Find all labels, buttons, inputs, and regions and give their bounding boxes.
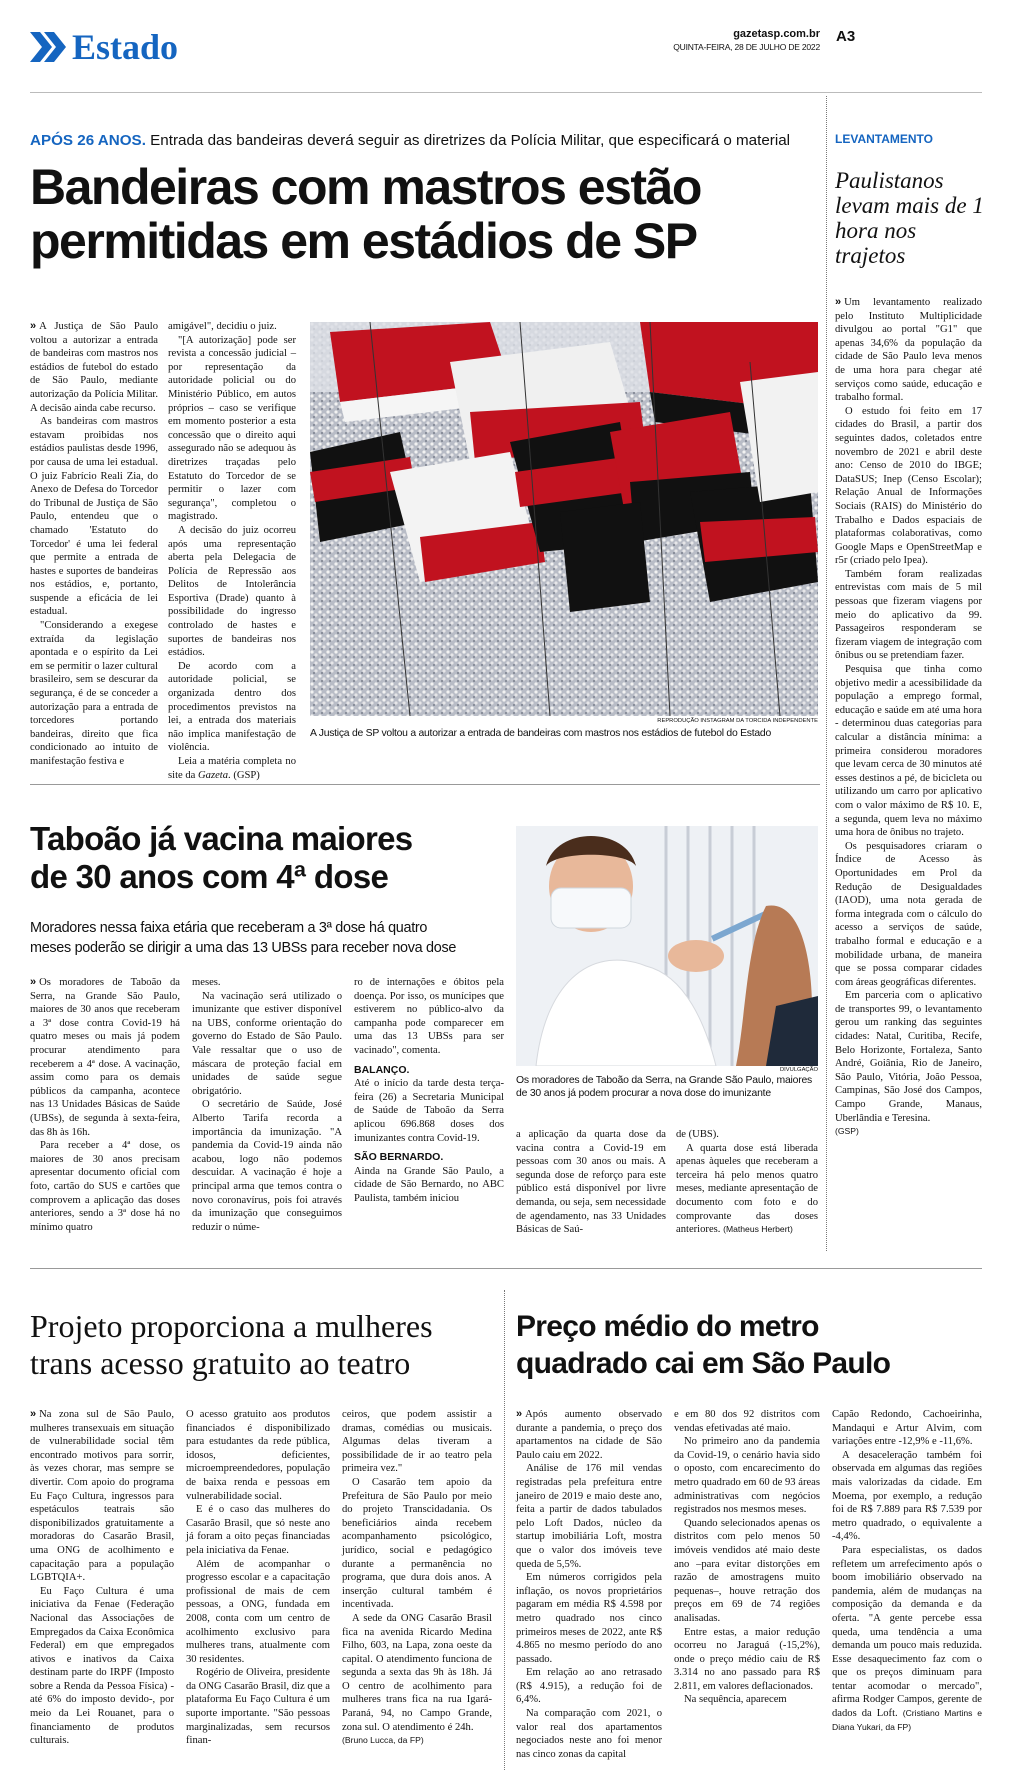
read-more-link[interactable]: Gazeta: [198, 769, 229, 781]
chevron-icon: »: [835, 296, 842, 308]
kicker-text: Entrada das bandeiras deverá seguir as diretrizes da Polícia Militar, que especificará o material: [150, 132, 791, 149]
article1-col1: » A Justiça de São Paulo voltou a autorizar a entrada de bandeiras com mastros nos estádios de futebol do estado de São Paulo, mediante autorização da Polícia Militar. A decisão ainda cabe recurso. As bandeiras com mastros estavam proibidas nos estádios paulistas desde 1996, por causa de uma lei estadual. O juiz Fabrício Reali Zia, do Anexo de Defesa do Torcedor do Tribunal de Justiça de São Paulo, entendeu que o chamado 'Estatuto do Torcedor' é uma lei federal que permite a entrada de hastes e suportes de bandeiras nos estádios, e, portanto, suspende a eficácia de lei estadual. "Considerando a exegese extraída da legislação apontada e o espírito da Lei em se permitir o lazer cultural brasileiro, sem se descurar da segurança, é de se conceder a autorização para a entrada de torcedores portando bandeiras, direito que fica condicionado ao intuito de manifestação festiva e: [30, 320, 158, 767]
article2-col4: a aplicação da quarta dose da vacina contra a Covid-19 em pessoas com 30 anos ou mais. A segunda dose de reforço para este público está disponível por livre demanda, ou seja, sem necessidade de agendamento, nas 33 Unidades Básicas de Saú-: [516, 1129, 666, 1236]
read-more: Leia a matéria completa no site da Gazeta. (GSP): [168, 756, 296, 781]
photo2-credit: DIVULGAÇÃO: [779, 1067, 818, 1073]
section-header: [30, 28, 280, 68]
issue-date: QUINTA-FEIRA, 28 DE JULHO DE 2022: [673, 42, 820, 52]
article2-col3: ro de internações e óbitos pela doença. Por isso, os munícipes que estiverem no público-alvo da campanha pode comparecer em uma das 13 UBSs para ser vacinado", comenta. BALANÇO. Até o início da tarde desta terça-feira (26) a Secretaria Municipal de Saúde de Taboão da Serra aplicou 696.868 doses dos imunizantes contra Covid-19. SÃO BERNARDO. Ainda na Grande São Paulo, a cidade de São Bernardo, no ABC Paulista, também iniciou: [354, 977, 504, 1204]
stadium-flags-photo: [310, 322, 818, 716]
sidebar-kicker: LEVANTAMENTO: [835, 132, 933, 146]
kicker-label: APÓS 26 ANOS.: [30, 132, 146, 149]
photo2-caption: Os moradores de Taboão da Serra, na Grande São Paulo, maiores de 30 anos já podem procurar a nova dose do imunizante: [516, 1075, 813, 1099]
sidebar-divider: [826, 96, 827, 1251]
article1-kicker: [30, 132, 820, 149]
photo1-credit: REPRODUÇÃO INSTAGRAM DA TORCIDA INDEPENDENTE: [657, 718, 818, 724]
flags-illustration: [310, 322, 818, 716]
article1-headline: [30, 160, 830, 268]
article2-col5: de (UBS). A quarta dose está liberada apenas àqueles que receberam a terceira há pelo menos quatro meses, mediante apresentação de documento com foto e do comprovante das doses anteriores. (Matheus Herbert): [676, 1129, 818, 1236]
site-url: gazetasp.com.br: [733, 28, 820, 40]
article4-col3: Capão Redondo, Cachoeirinha, Mandaqui e Artur Alvim, com variações entre -12,9% e -11,6%. A desaceleração também foi observada em algumas das regiões mais valorizadas da cidade. Em Moema, por exemplo, a redução foi de R$ 7.889 para R$ 7.539 por metro quadrado, o equivalente a -4,4%. Para especialistas, os dados refletem um arrefecimento após o boom imobiliário observado na pandemia, além de mudanças na composição da demanda e da oferta. "A gente percebe essa queda, uma tendência a uma demanda um pouco mais reduzida. Esse desaquecimento faz com o que os preços diminuam para tentar acomodar o mercado", afirma Rodger Campos, gerente de dados da Loft. (Cristiano Martins e Diana Yukari, da FP): [832, 1408, 982, 1734]
article2-deck: Moradores nessa faixa etária que receberam a 3ª dose há quatro meses poderão se dirigir a uma das 13 UBSs para receber nova dose: [30, 920, 457, 956]
article4-headline: Preço médio do metro quadrado cai em São Paulo: [516, 1310, 891, 1380]
article2-headline: Taboão já vacina maiores de 30 anos com 4ª dose: [30, 820, 413, 895]
rule-1: [30, 784, 820, 785]
section-title: Estado: [72, 27, 179, 67]
article4-col2: e em 80 dos 92 distritos com vendas efetivadas até maio. No primeiro ano da pandemia da Covid-19, o cenário havia sido o oposto, com encarecimento do metro quadrado em 60 de 93 áreas administrativas com negócios registrados nos mesmos meses. Quando selecionados apenas os distritos com pelo menos 50 imóveis vendidos até maio deste ano –para evitar distorções em razão de amostragens muito pequenas–, houve retração dos preços em 69 de 74 regiões analisadas. Entre estas, a maior redução ocorreu no Jaraguá (-15,2%), onde o preço médio caiu de R$ 3.314 no ano passado para R$ 2.811, em valores deflacionados. Na sequência, aparecem: [674, 1409, 820, 1706]
price-last-para: Para especialistas, os dados refletem um arrefecimento após o boom imobiliário observado na pandemia, além de mudanças na composição da demanda e da oferta. "A gente percebe essa queda, uma tendência a uma demanda um pouco mais reduzida. Esse desaquecimento faz com o que os preços diminuam para tentar acomodar o mercado", afirma Rodger Campos, gerente de dados da Loft. (Cristiano Martins e Diana Yukari, da FP): [832, 1544, 983, 1732]
headline-line-1: Bandeiras com mastros estão: [30, 159, 701, 215]
photo1-caption: A Justiça de SP voltou a autorizar a entrada de bandeiras com mastros nos estádios de futebol do Estado: [310, 728, 771, 739]
article4-col1: » Após aumento observado durante a pandemia, o preço dos apartamentos na cidade de São Paulo caiu em 2022. Análise de 176 mil vendas registradas pela prefeitura entre janeiro de 2019 e maio deste ano, feita a partir de dados tabulados pelo Loft Dados, núcleo da startup imobiliária Loft, mostra que o valor dos imóveis teve queda de 5,5%. Em números corrigidos pela inflação, os novos proprietários pagaram em média R$ 4.598 por metro quadrado nos cinco primeiros meses de 2022, ante R$ 4.865 no mesmo período do ano passado. Em relação ao ano retrasado (R$ 4.915), a redução foi de 6,4%. Na comparação com 2021, o valor real dos apartamentos negociados neste ano foi menor nas cinco zonas da capital: [516, 1408, 662, 1760]
header-rule: [30, 92, 982, 93]
page-number: A3: [836, 28, 856, 45]
chevron-icon: »: [30, 976, 37, 988]
double-chevron-icon: [30, 32, 68, 62]
headline-line-2: permitidas em estádios de SP: [30, 213, 697, 269]
article2-col2: meses. Na vacinação será utilizado o imunizante que estiver disponível na UBS, conforme orientação do governo do Estado de São Paulo. Vale ressaltar que o uso de máscara de proteção facial em unidades de saúde segue obrigatório. O secretário de Saúde, José Alberto Tarifa recorda a importância da imunização. "A pandemia da Covid-19 ainda não acabou, logo não podemos descuidar. A vacinação é hoje a principal arma que temos contra o novo coronavírus, pois foi através da imunização que conseguimos reduzir o núme-: [192, 977, 342, 1233]
chevron-icon: »: [30, 1408, 37, 1420]
chevron-icon: »: [30, 320, 37, 332]
article3-col3: ceiros, que podem assistir a dramas, comédias ou musicais. Algumas delas tiveram a possibilidade de ir ao teatro pela primeira vez." O Casarão tem apoio da Prefeitura de São Paulo por meio do projeto Transcidadania. Os beneficiários ainda recebem acompanhamento psicológico, jurídico, social e pedagógico durante a permanência no programa, que dura dois anos. A inserção cultural também é incentivada. A sede da ONG Casarão Brasil fica na avenida Ricardo Medina Filho, 603, na Lapa, zona oeste da capital. O atendimento funciona de segunda a sexta das 9h às 18h. Já O centro de acolhimento para mulheres trans fica na rua Igará-Paraná, 94, no Campo Grande, zona sul. O atendimento é 24h. (Bruno Lucca, da FP): [342, 1409, 492, 1746]
article2-col1: » Os moradores de Taboão da Serra, na Grande São Paulo, maiores de 30 anos que receberam a 3ª dose contra Covid-19 há quatro meses ou mais já podem procurar atendimento para receberem a 4ª dose. A vacinação, assim como para os demais públicos da campanha, acontece nas 13 Unidades Básicas de Saúde (UBSs), de segunda à sexta-feira, das 8h às 16h. Para receber a 4ª dose, os maiores de 30 anos precisam apresentar documento oficial com foto, cartão do SUS e cartões que comprovem a aplicação das doses anteriores, sendo a 3ª dose há no mínimo quatro: [30, 976, 180, 1233]
vaccine-last-para: A quarta dose está liberada apenas àqueles que receberam a terceira há pelo menos quatro meses, mediante apresentação de documento com foto e do comprovante das doses anteriores. (Matheus Herbert): [676, 1142, 818, 1236]
article3-headline: Projeto proporciona a mulheres trans acesso gratuito ao teatro: [30, 1308, 433, 1381]
sidebar-body: » Um levantamento realizado pelo Instituto Multiplicidade divulgou ao portal "G1" que apenas 34,6% da população da cidade de São Paulo leva menos de uma hora para chegar até serviços como saúde, educação e trabalho formal. O estudo foi feito em 17 cidades do Brasil, a partir dos seguintes dados, coletados entre novembro de 2021 e abril deste ano: Censo de 2010 do IBGE; DataSUS; Inep (Censo Escolar); Relação Anual de Informações Sociais (RAIS) do Ministério do Trabalho e Dados espaciais de plataformas colaborativas, como Google Maps e OpenStreetMap e r5r (criado pelo Ipea). Também foram realizadas entrevistas com mais de 5 mil pessoas que fizeram viagens por meio do aplicativo da 99. Passageiros responderam se fizeram viagem de integração com ônibus ou se pretendiam fazer. Pesquisa que tinha como objetivo medir a acessibilidade da população a emprego formal, educação e saúde em até uma hora - determinou duas categorias para calcular a distância mínima: a primeira considerou moradores que levam cerca de 30 minutos até esses destinos a pé, de bicicleta ou utilizando um carro por aplicativo com o valor máximo de R$ 10. E, a segunda, quem leva no máximo uma hora de ônibus no trajeto. Os pesquisadores criaram o Índice de Acesso às Oportunidades em Prol da Redução de Desigualdades (IAOD), uma nota gerada de forma integrada com o cálculo do acesso a serviços de saúde, trabalho formal e educação e a mobilidade urbana, de maneira que se possa comparar cidades com áreas geográficas diferentes. Em parceria com o aplicativo de transportes 99, o levantamento gerou um ranking das seguintes cidades: Natal, Curitiba, Recife, Belo Horizonte, Fortaleza, Santo André, Goiânia, Rio de Janeiro, São Paulo, Vitória, João Pessoa, Campinas, São José dos Campos, Campo Grande, Manaus, Uberlândia e Teresina. (GSP): [835, 296, 982, 1137]
rule-2: [30, 1268, 982, 1269]
chevron-icon: »: [516, 1408, 523, 1420]
article3-col2: O acesso gratuito aos produtos financiados é disponibilizado para estudantes da rede pública, idosos, deficientes, microempreendedores, população de baixa renda e pessoas em vulnerabilidade social. E é o caso das mulheres do Casarão Brasil, que só neste ano já foram a oito peças financiadas pela iniciativa da Fenae. Além de acompanhar o progresso escolar e a capacitação profissional de mais de cem pessoas, a ONG, fundada em 2008, conta com um centro de acolhimento exclusivo para mulheres trans, atualmente com 30 residentes. Rogério de Oliveira, presidente da ONG Casarão Brasil, diz que a plataforma Eu Faço Cultura é um suporte importante. "São pessoas marginalizadas, sem recursos finan-: [186, 1409, 330, 1747]
vaccination-photo: [516, 826, 818, 1066]
bottom-divider: [504, 1290, 505, 1770]
vaccination-illustration: [516, 826, 818, 1066]
article1-col2: amigável", decidiu o juiz. "[A autorização] pode ser revista a concessão judicial – por representação da autoridade policial ou do Ministério Público, em autos próprios – caso se verifique em momento posterior a esta concessão que o direito aqui assegurado não se adequou às diretrizes traçadas pelo Estatuto do Torcedor de se permitir o lazer com segurança", completou o magistrado. A decisão do juiz ocorreu após uma representação aberta pela Delegacia de Polícia de Repressão aos Delitos de Intolerância Esportiva (Drade) quanto à possibilidade do ingresso controlado de hastes e suportes de bandeiras nos estádios. De acordo com a autoridade policial, se organizada dentro dos procedimentos previstos na lei, a entrada dos materiais não implica manifestação de violência. Leia a matéria completa no site da Gazeta. (GSP): [168, 321, 296, 781]
article3-col1: » Na zona sul de São Paulo, mulheres transexuais em situação de vulnerabilidade social têm encontrado motivos para sorrir, às vezes chorar, mas sempre se divertir. Com apoio do programa Eu Faço Cultura, ingressos para espetáculos teatrais são disponibilizados gratuitamente a moradoras do Casarão Brasil, uma ONG de acolhimento e capacitação para a população LGBTQIA+. Eu Faço Cultura é uma iniciativa da Fenae (Federação Nacional das Associações de Empregados da Caixa Econômica Federal) em que empregados ativos e inativos da Caixa destinam parte do IRPF (Imposto sobre a Renda da Pessoa Física) -até 6% do imposto devido-, por meio da Lei Rouanet, para o financiamento de produtos culturais.: [30, 1408, 174, 1747]
sidebar-title: Paulistanos levam mais de 1 hora nos trajetos: [835, 168, 984, 268]
